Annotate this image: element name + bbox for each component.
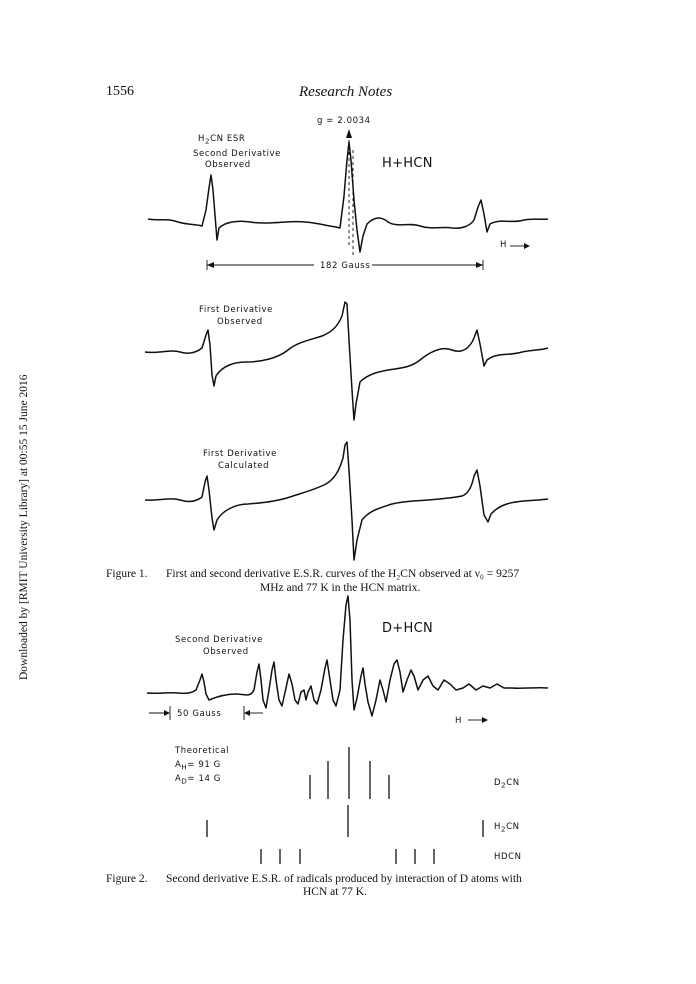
h2cn-post: CN — [506, 822, 520, 832]
scale-50-gauss-label: 50 Gauss — [177, 709, 222, 719]
fig2-caption-line2: HCN at 77 K. — [303, 886, 367, 898]
d2cn-pre: D — [494, 778, 502, 788]
fig2-spectrum-trace — [147, 596, 548, 716]
g-value-label: g = 2.0034 — [317, 116, 371, 126]
d2cn-post: CN — [506, 778, 520, 788]
a-d-value: = 14 G — [187, 774, 221, 784]
fig2-line2: Observed — [203, 647, 249, 657]
download-watermark: Downloaded by [RMIT University Library] at 00:55 15 June 2016 — [18, 374, 30, 680]
sticks-d2cn — [310, 747, 389, 799]
species-hdcn: HDCN — [494, 852, 522, 862]
fig1a-system-label: H+HCN — [382, 156, 433, 171]
fig2-field-arrowhead — [482, 717, 488, 723]
a-h-value: = 91 G — [187, 760, 221, 770]
fig1a-title-h: H — [198, 134, 205, 144]
fig1c-line2: Calculated — [218, 461, 270, 471]
fig1a-field-label: H — [500, 240, 507, 250]
sticks-hdcn — [261, 849, 434, 864]
fig1a-line3: Observed — [205, 160, 251, 170]
a-h-symbol: A — [175, 760, 182, 770]
span-182-gauss-label: 182 Gauss — [317, 261, 373, 271]
fig1c-spectrum-trace — [145, 442, 548, 560]
d2cn-sub: 2 — [501, 781, 507, 790]
h2cn-pre: H — [494, 822, 501, 832]
fig2-system-label: D+HCN — [382, 621, 433, 636]
fig1c-line1: First Derivative — [203, 449, 278, 459]
fig1a-title-rest: CN ESR — [210, 134, 246, 144]
running-title: Research Notes — [299, 84, 393, 100]
fig2-caption-line1: Second derivative E.S.R. of radicals produced by interaction of D atoms with — [166, 873, 522, 885]
fig1a-field-arrowhead — [524, 243, 530, 249]
a-d-sub: D — [181, 777, 188, 786]
fig1b-line2: Observed — [217, 317, 263, 327]
fig2-caption-label: Figure 2. — [106, 873, 148, 885]
fig1b-spectrum-trace — [145, 302, 548, 420]
span-arrow-right — [476, 262, 483, 268]
fig1a-spectrum-trace — [148, 142, 548, 252]
fig2-field-label: H — [455, 716, 462, 726]
scale-left-arrowhead — [164, 710, 170, 716]
span-arrow-left — [207, 262, 214, 268]
g-arrow-head — [346, 129, 352, 138]
page-number: 1556 — [106, 84, 134, 99]
fig1-caption-label: Figure 1. — [106, 568, 148, 580]
theoretical-title: Theoretical — [175, 746, 230, 756]
fig1b-line1: First Derivative — [199, 305, 274, 315]
fig1-caption-line2: MHz and 77 K in the HCN matrix. — [260, 582, 421, 594]
h2cn-sub: 2 — [501, 825, 507, 834]
a-d-symbol: A — [175, 774, 182, 784]
fig2-line1: Second Derivative — [175, 635, 264, 645]
a-h-sub: H — [181, 763, 188, 772]
sticks-h2cn — [207, 805, 483, 837]
fig1-caption-line1: First and second derivative E.S.R. curves of the H₂CN observed at ν₀ = 9257 — [166, 568, 520, 580]
fig1a-line2: Second Derivative — [193, 149, 282, 159]
fig1a-title-sub: 2 — [205, 137, 211, 146]
